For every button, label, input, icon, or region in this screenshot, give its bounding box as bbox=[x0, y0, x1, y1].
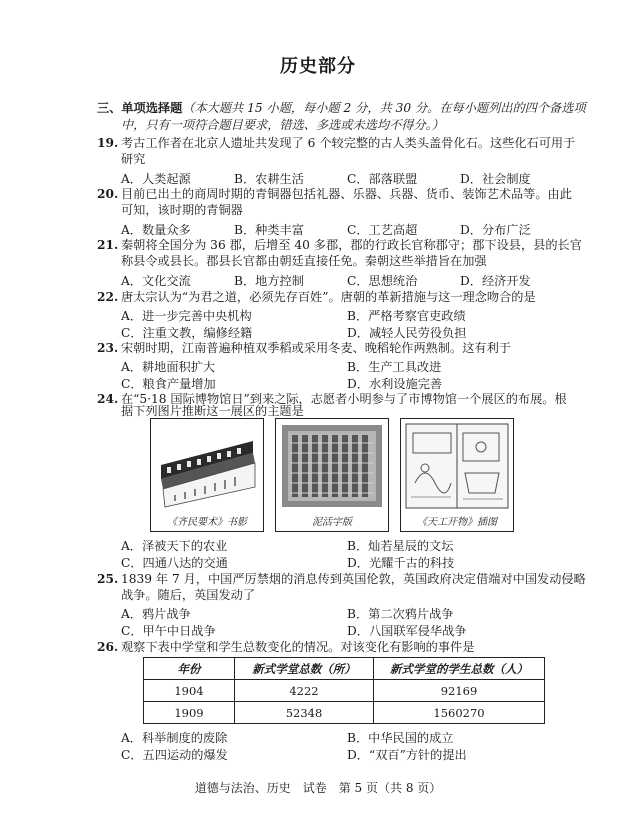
table-cell: 1560270 bbox=[374, 702, 545, 724]
question-text: 考古工作者在北京人遗址共发现了 6 个较完整的古人类头盖骨化石。这些化石可用于 bbox=[121, 136, 576, 150]
table-header-row bbox=[144, 658, 545, 680]
section-label: 三、单项选择题 bbox=[97, 101, 183, 115]
question-number: 24. bbox=[97, 392, 119, 406]
question-text: 观察下表中学堂和学生总数变化的情况。对该变化有影响的事件是 bbox=[121, 640, 475, 654]
table-header: 新式学堂的学生总数（人） bbox=[374, 658, 545, 680]
section-header bbox=[97, 101, 586, 116]
question-number: 22. bbox=[97, 290, 119, 304]
question-text: 1839 年 7 月，中国严厉禁烟的消息传到英国伦敦，英国政府决定借端对中国发动侵略 bbox=[121, 572, 586, 586]
section-note-line1: （本大题共 15 小题，每小题 2 分，共 30 分。在每小题列出的四个备选项 bbox=[182, 101, 586, 115]
clay-type-image bbox=[280, 423, 384, 509]
option-d: D．“双百”方针的提出 bbox=[347, 748, 467, 762]
section-note-line2: 中，只有一项符合题目要求，错选、多选或未选均不得分。） bbox=[121, 118, 444, 132]
option-c: C．甲午中日战争 bbox=[121, 624, 216, 638]
figure-caption: 泥活字版 bbox=[312, 517, 352, 528]
option-a: A．进一步完善中央机构 bbox=[121, 309, 252, 323]
figure-clay-type bbox=[275, 418, 389, 532]
question-number: 26. bbox=[97, 640, 119, 654]
page-title: 历史部分 bbox=[280, 56, 356, 77]
option-a: A．文化交流 bbox=[121, 274, 191, 288]
option-a: A．人类起源 bbox=[121, 172, 191, 186]
schools-table bbox=[143, 657, 545, 724]
option-c: C．四通八达的交通 bbox=[121, 556, 228, 570]
page-footer: 道德与法治、历史 试卷 第 5 页（共 8 页） bbox=[194, 781, 442, 795]
option-a: A．耕地面积扩大 bbox=[121, 360, 216, 374]
option-b: B．中华民国的成立 bbox=[347, 731, 454, 745]
option-d: D．社会制度 bbox=[460, 172, 531, 186]
figure-row bbox=[150, 418, 512, 530]
option-d: D．经济开发 bbox=[460, 274, 531, 288]
figure-qimin-yaoshu bbox=[150, 418, 264, 532]
option-d: D．光耀千古的科技 bbox=[347, 556, 455, 570]
question-text: 称县令或县长。郡县长官都由朝廷直接任免。秦朝这些举措旨在加强 bbox=[121, 254, 487, 268]
option-c: C．粮食产量增加 bbox=[121, 377, 216, 391]
option-c: C．工艺高超 bbox=[347, 223, 418, 237]
figure-caption: 《天工开物》插图 bbox=[417, 517, 497, 528]
option-a: A．科举制度的废除 bbox=[121, 731, 228, 745]
table-row bbox=[144, 680, 545, 702]
option-a: A．数量众多 bbox=[121, 223, 191, 237]
option-b: B．种类丰富 bbox=[234, 223, 304, 237]
option-c: C．注重文教，编修经籍 bbox=[121, 326, 253, 340]
question-number: 23. bbox=[97, 341, 119, 355]
option-a: A．鸦片战争 bbox=[121, 607, 191, 621]
question-number: 20. bbox=[97, 187, 119, 201]
option-c: C．五四运动的爆发 bbox=[121, 748, 228, 762]
question-text: 唐太宗认为“为君之道，必须先存百姓”。唐朝的革新措施与这一理念吻合的是 bbox=[121, 290, 536, 304]
option-a: A．泽被天下的农业 bbox=[121, 539, 228, 553]
table-cell: 92169 bbox=[374, 680, 545, 702]
table-cell: 1909 bbox=[144, 702, 235, 724]
option-b: B．地方控制 bbox=[234, 274, 304, 288]
option-b: B．灿若星辰的文坛 bbox=[347, 539, 454, 553]
option-d: D．八国联军侵华战争 bbox=[347, 624, 467, 638]
option-b: B．严格考察官吏政绩 bbox=[347, 309, 466, 323]
question-text: 据下列图片推断这一展区的主题是 bbox=[121, 404, 304, 418]
table-header: 新式学堂总数（所） bbox=[235, 658, 374, 680]
option-b: B．生产工具改进 bbox=[347, 360, 442, 374]
question-text: 研究 bbox=[121, 152, 146, 166]
table-cell: 52348 bbox=[235, 702, 374, 724]
option-c: C．部落联盟 bbox=[347, 172, 418, 186]
question-number: 19. bbox=[97, 136, 119, 150]
question-text: 目前已出土的商周时期的青铜器包括礼器、乐器、兵器、货币、装饰艺术品等。由此 bbox=[121, 187, 572, 201]
table-row bbox=[144, 702, 545, 724]
option-d: D．分布广泛 bbox=[460, 223, 531, 237]
question-text: 战争。随后，英国发动了 bbox=[121, 588, 256, 602]
option-d: D．减轻人民劳役负担 bbox=[347, 326, 467, 340]
question-text: 可知，该时期的青铜器 bbox=[121, 203, 243, 217]
option-b: B．农耕生活 bbox=[234, 172, 304, 186]
question-text: 宋朝时期，江南普遍种植双季稻或采用冬麦、晚稻轮作两熟制。这有利于 bbox=[121, 341, 511, 355]
question-number: 21. bbox=[97, 238, 119, 252]
table-cell: 1904 bbox=[144, 680, 235, 702]
question-text: 秦朝将全国分为 36 郡，后增至 40 多郡，郡的行政长官称郡守；郡下设县，县的长官 bbox=[121, 238, 582, 252]
question-text: 在“5·18 国际博物馆日”到来之际，志愿者小明参与了市博物馆一个展区的布展。根 bbox=[121, 392, 567, 406]
figure-tiangong-kaiwu bbox=[400, 418, 514, 532]
option-c: C．思想统治 bbox=[347, 274, 418, 288]
book-image bbox=[155, 423, 259, 509]
option-d: D．水利设施完善 bbox=[347, 377, 443, 391]
table-cell: 4222 bbox=[235, 680, 374, 702]
table-header: 年份 bbox=[144, 658, 235, 680]
option-b: B．第二次鸦片战争 bbox=[347, 607, 454, 621]
illustration-image bbox=[405, 423, 509, 509]
figure-caption: 《齐民要术》书影 bbox=[167, 517, 247, 528]
question-number: 25. bbox=[97, 572, 119, 586]
